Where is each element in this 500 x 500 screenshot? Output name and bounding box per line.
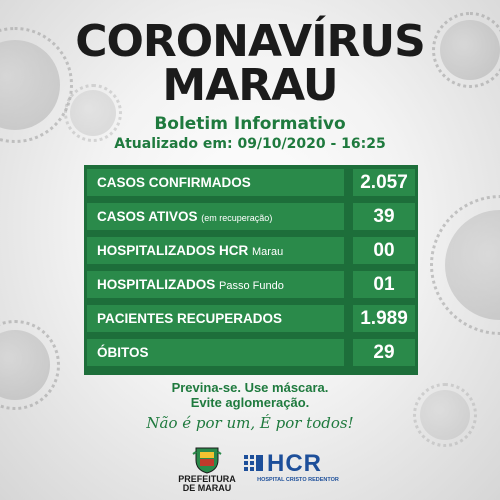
prevention-line1: Previna-se. Use máscara. xyxy=(171,380,329,395)
stats-row-hospitalized-hcr xyxy=(84,235,418,266)
stats-row-confirmed xyxy=(84,167,418,198)
updated-timestamp: Atualizado em: 09/10/2020 - 16:25 xyxy=(114,136,386,152)
hcr-wordmark: HCR xyxy=(267,450,322,477)
slogan: Não é por um, É por todos! xyxy=(146,414,354,432)
title-line1: CORONAVÍRUS xyxy=(75,16,425,67)
row-label-text: CASOS CONFIRMADOS xyxy=(97,175,251,190)
stats-row-value: 39 xyxy=(353,203,415,230)
stats-row-label xyxy=(87,305,344,332)
stats-row-value: 2.057 xyxy=(353,169,415,196)
row-label-note: Passo Fundo xyxy=(219,280,284,292)
stats-row-label xyxy=(87,169,344,196)
prefeitura-logo xyxy=(172,446,242,498)
prevention-line2: Evite aglomeração. xyxy=(190,395,310,410)
row-label-note: Marau xyxy=(252,246,284,258)
stats-row-value: 29 xyxy=(353,339,415,366)
virus-decoration-icon xyxy=(445,210,500,320)
stats-row-value: 1.989 xyxy=(353,305,415,332)
row-label-text: PACIENTES RECUPERADOS xyxy=(97,311,283,326)
stats-row-label xyxy=(87,271,344,298)
prefeitura-name xyxy=(172,475,242,493)
prefeitura-name-line2: DE MARAU xyxy=(182,483,232,493)
prefeitura-name-line1: PREFEITURA xyxy=(178,474,236,484)
row-label-text: CASOS ATIVOS xyxy=(97,209,198,224)
stats-row-value: 00 xyxy=(353,237,415,264)
title-line2: MARAU xyxy=(162,60,338,111)
row-label-text: ÓBITOS xyxy=(97,345,149,360)
stats-row-label xyxy=(87,237,344,264)
stats-row-label xyxy=(87,339,344,366)
stats-row-deaths xyxy=(84,337,418,368)
row-label-text: HOSPITALIZADOS HCR xyxy=(97,243,249,258)
bulletin-subtitle: Boletim Informativo xyxy=(154,114,346,134)
stats-row-recovered xyxy=(84,303,418,334)
stats-table xyxy=(84,165,418,375)
hcr-mark-icon xyxy=(243,452,265,474)
hcr-fullname: HOSPITAL CRISTO REDENTOR xyxy=(257,477,339,483)
row-label-note: (em recuperação) xyxy=(201,213,273,223)
stats-row-value: 01 xyxy=(353,271,415,298)
stats-row-label xyxy=(87,203,344,230)
hcr-logo xyxy=(243,452,353,492)
stats-row-active xyxy=(84,201,418,232)
stats-row-hospitalized-pf xyxy=(84,269,418,300)
prefeitura-crest-icon xyxy=(192,446,222,474)
row-label-text: HOSPITALIZADOS xyxy=(97,277,216,292)
